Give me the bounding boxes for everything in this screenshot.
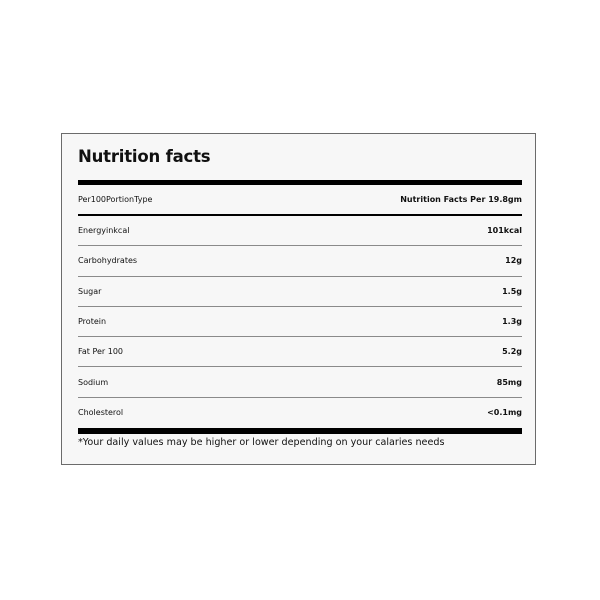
header-serving-size: Nutrition Facts Per 19.8gm [400, 195, 522, 204]
nutrient-label: Cholesterol [78, 408, 124, 418]
nutrient-label: Carbohydrates [78, 256, 138, 266]
nutrient-value: <0.1mg [487, 408, 522, 418]
nutrient-row-sodium [78, 367, 522, 397]
nutrient-row-cholesterol [78, 398, 522, 428]
panel-title: Nutrition facts [78, 147, 211, 166]
nutrient-label: Energyinkcal [78, 226, 130, 236]
nutrient-list [78, 216, 522, 428]
nutrient-row-energy [78, 216, 522, 246]
nutrient-value: 5.2g [502, 347, 522, 357]
nutrient-value: 1.5g [502, 286, 522, 296]
nutrient-value: 1.3g [502, 317, 522, 327]
nutrient-value: 12g [505, 256, 522, 266]
nutrient-label: Fat Per 100 [78, 347, 124, 357]
daily-values-footnote: *Your daily values may be higher or lower depending on your calaries needs [78, 437, 445, 448]
nutrient-value: 101kcal [487, 226, 522, 236]
nutrient-row-protein [78, 307, 522, 337]
bottom-divider [78, 428, 522, 434]
nutrient-row-fat [78, 337, 522, 367]
nutrient-row-sugar [78, 277, 522, 307]
nutrient-label: Sodium [78, 377, 109, 387]
table-header-row [78, 185, 522, 214]
nutrient-label: Sugar [78, 286, 102, 296]
nutrition-facts-panel [61, 133, 536, 465]
nutrient-value: 85mg [496, 377, 522, 387]
nutrient-row-carbohydrates [78, 246, 522, 276]
nutrient-label: Protein [78, 317, 107, 327]
header-portion-type: Per100PortionType [78, 195, 153, 204]
